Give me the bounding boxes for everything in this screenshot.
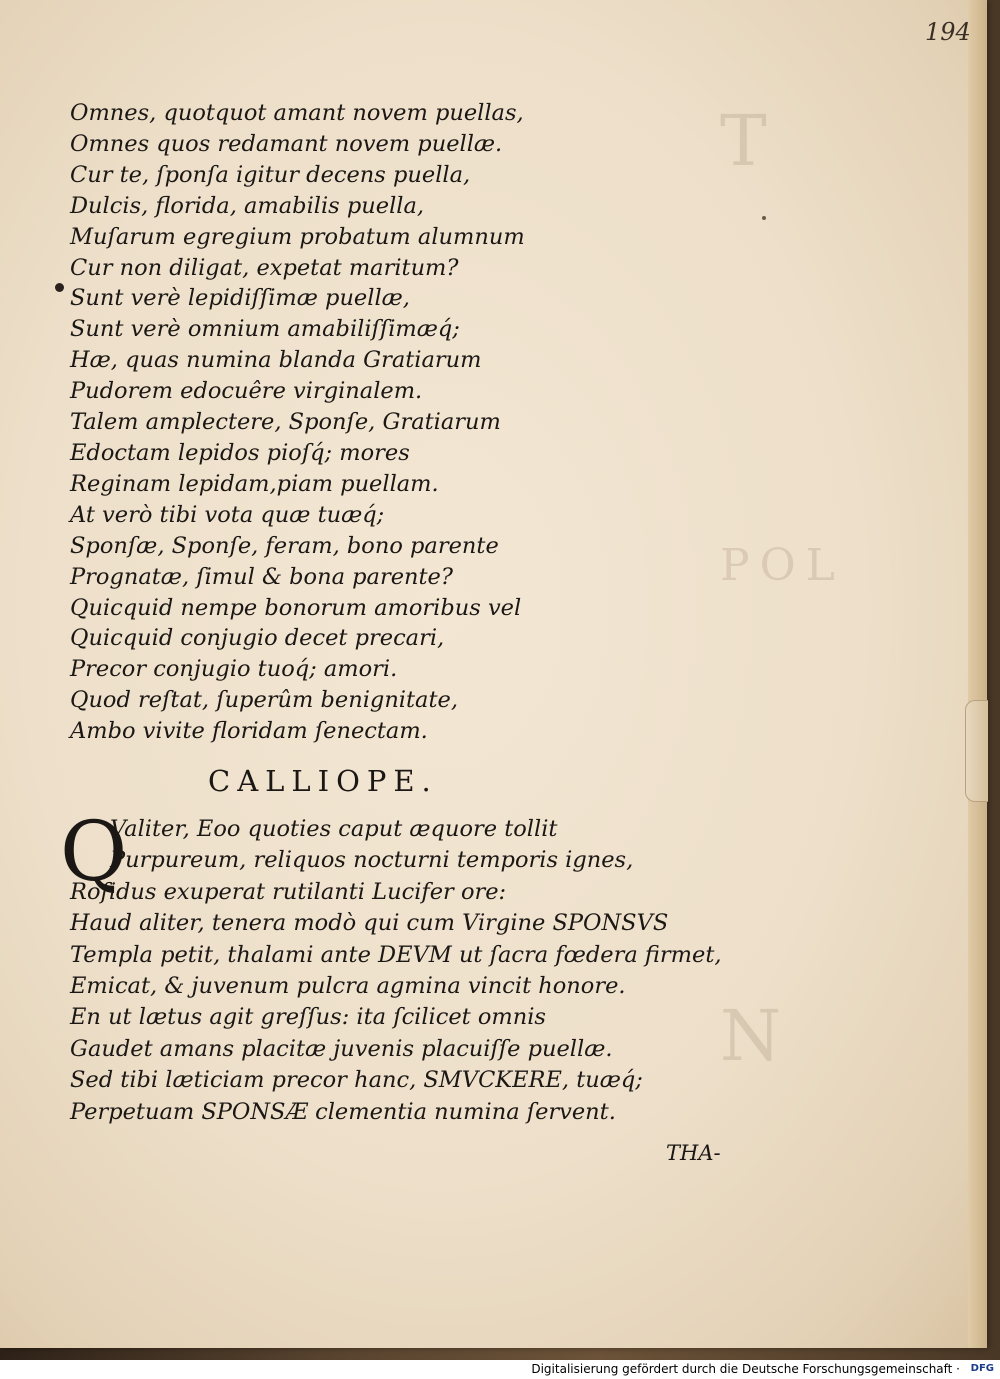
drop-cap: Q <box>60 805 128 900</box>
verse-line: Roſidus exuperat rutilanti Lucifer ore: <box>70 878 507 905</box>
page-number: 194 <box>925 18 971 46</box>
ink-dot <box>55 283 64 292</box>
poem-line: Edoctam lepidos pioſq́; mores <box>70 439 410 466</box>
poem-line: Omnes quos redamant novem puellæ. <box>70 130 503 157</box>
poem-line: Omnes, quotquot amant novem puellas, <box>70 100 524 126</box>
poem-line: Talem amplectere, Sponſe, Gratiarum <box>70 409 501 436</box>
poem-line: Dulcis, florida, amabilis puella, <box>70 192 425 219</box>
show-through-text-top: T <box>720 100 767 182</box>
poem-line: Pudorem edocuêre virginalem. <box>70 378 423 405</box>
verse-line: Haud aliter, tenera modò qui cum Virgine SPONSVS <box>70 910 669 937</box>
verse-line: Emicat, & juvenum pulcra agmina vincit honore. <box>70 973 626 1000</box>
poem-line: Sponſæ, Sponſe, feram, bono parente <box>70 532 499 559</box>
poem-line: Quod reſtat, ſuperûm benignitate, <box>70 687 458 714</box>
poem-line: Prognatæ, ſimul & bona parente? <box>70 563 453 590</box>
verse-line: En ut lætus agit greſſus: ita ſcilicet omnis <box>70 1004 546 1031</box>
calliope-verse <box>70 814 790 1128</box>
poem-line: Reginam lepidam,piam puellam. <box>70 470 439 497</box>
ink-speck <box>762 216 766 220</box>
catchword: THA- <box>666 1141 721 1165</box>
page-tab <box>965 700 988 802</box>
poem-line: Cur te, ſponſa igitur decens puella, <box>70 161 471 188</box>
verse-line: Sed tibi læticiam precor hanc, SMVCKERE, tuæq́; <box>70 1067 643 1094</box>
poem-line: Ambo vivite floridam ſenectam. <box>70 718 428 745</box>
section-title: CALLIOPE. <box>208 764 438 798</box>
footer-credit: Digitalisierung gefördert durch die Deutsche Forschungsgemeinschaft · <box>531 1362 960 1376</box>
poem-line: Sunt verè omnium amabiliſſimæq́; <box>70 316 460 343</box>
show-through-text-middle: POL <box>720 540 845 591</box>
verse-line: Valiter, Eoo quoties caput æquore tollit <box>110 816 558 842</box>
poem-line: At verò tibi vota quæ tuæq́; <box>70 501 385 528</box>
verse-line: Perpetuam SPONSÆ clementia numina ſervent. <box>70 1098 616 1125</box>
poem-line: Quicquid conjugio decet precari, <box>70 625 445 652</box>
verse-line: Templa petit, thalami ante DEVM ut ſacra fœdera firmet, <box>70 941 722 968</box>
verse-line: Gaudet amans placitæ juvenis placuiſſe puellæ. <box>70 1035 613 1062</box>
poem-line: Sunt verè lepidiſſimæ puellæ, <box>70 285 410 312</box>
poem-line: Cur non diligat, expetat maritum? <box>70 254 459 281</box>
poem-line: Hæ, quas numina blanda Gratiarum <box>70 347 482 374</box>
page-edge <box>968 0 985 1348</box>
poem-text <box>70 98 760 747</box>
dfg-logo: DFG <box>970 1363 994 1374</box>
poem-line: Muſarum egregium probatum alumnum <box>70 223 525 250</box>
show-through-text-bottom: N <box>720 995 782 1077</box>
poem-line: Precor conjugio tuoq́; amori. <box>70 656 398 683</box>
verse-line: Purpureum, reliquos nocturni temporis ignes, <box>110 847 634 874</box>
poem-line: Quicquid nempe bonorum amoribus vel <box>70 594 522 621</box>
